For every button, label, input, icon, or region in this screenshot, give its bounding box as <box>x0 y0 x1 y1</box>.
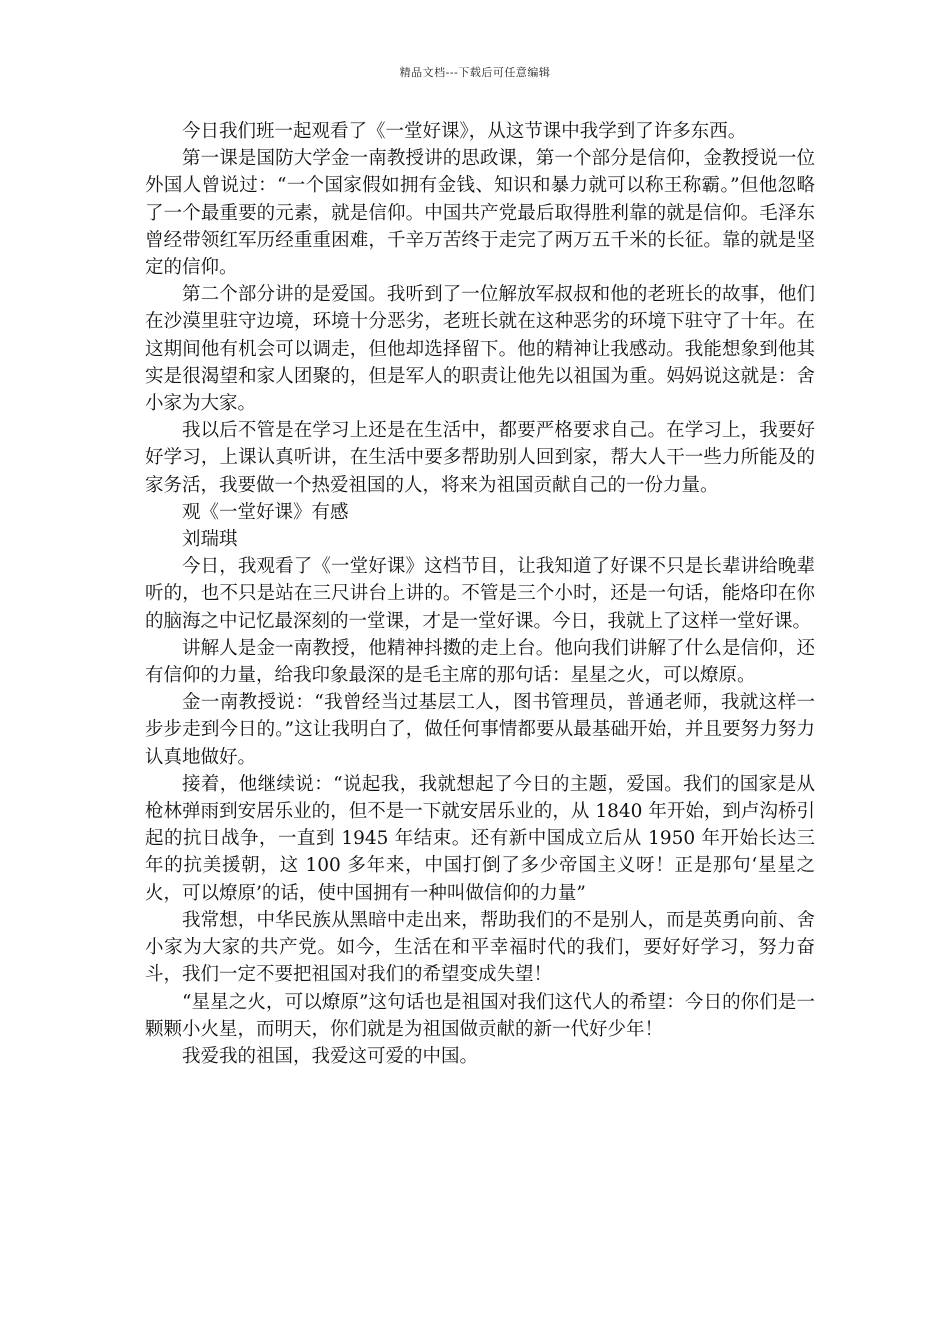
page-header: 精品文档---下载后可任意编辑 <box>399 66 551 79</box>
paragraph-intro: 今日我们班一起观看了《一堂好课》，从这节课中我学到了许多东西。 <box>182 121 747 142</box>
paragraph-belief: 第一课是国防大学金一南教授讲的思政课，第一个部分是信仰，金教授说一位外国人曾说过：“一个国家假如拥有金钱、知识和暴力就可以称王称霸。”但他忽略了一个最重要的元素，就是信仰。中国共产党最后取得胜利靠的就是信仰。毛泽东曾经带领红军历经重重困难，千辛万苦终于走完了两万五千米的长征。靠的就是坚定的信仰。 <box>145 148 815 279</box>
paragraph-reflection: 我常想，中华民族从黑暗中走出来，帮助我们的不是别人，而是英勇向前、舍小家为大家的共产党。如今，生活在和平幸福时代的我们，要好好学习，努力奋斗，我们一定不要把祖国对我们的希望变成失望！ <box>145 909 815 986</box>
paragraph-closing: 我爱我的祖国，我爱这可爱的中国。 <box>182 1045 479 1067</box>
paragraph-history: 接着，他继续说：“说起我，我就想起了今日的主题，爱国。我们的国家是从枪林弹雨到安居乐业的，但不是一下就安居乐业的，从 1840 年开始，到卢沟桥引起的抗日战争，一直到 1945 年结束。还有新中国成立后从 1950 年开始长达三年的抗美援朝，这 100 多年来，中国打倒了多少帝国主义呀！正是那句‘星星之火，可以燎原’的话，使中国拥有一种叫做信仰的力量” <box>145 773 815 904</box>
essay-title: 观《一堂好课》有感 <box>182 501 349 523</box>
paragraph-professor: 讲解人是金一南教授，他精神抖擞的走上台。他向我们讲解了什么是信仰，还有信仰的力量，给我印象最深的是毛主席的那句话：星星之火，可以燎原。 <box>145 637 815 687</box>
paragraph-resolution: 我以后不管是在学习上还是在生活中，都要严格要求自己。在学习上，我要好好学习，上课认真听讲，在生活中要多帮助别人回到家，帮大人干一些力所能及的家务活，我要做一个热爱祖国的人，将来为祖国贡献自己的一份力量。 <box>145 420 815 496</box>
paragraph-quote: 金一南教授说：“我曾经当过基层工人，图书管理员，普通老师，我就这样一步步走到今日的。”这让我明白了，做任何事情都要从最基础开始，并且要努力努力认真地做好。 <box>145 692 815 768</box>
paragraph-patriotism: 第二个部分讲的是爱国。我听到了一位解放军叔叔和他的老班长的故事，他们在沙漠里驻守边境，环境十分恶劣，老班长就在这种恶劣的环境下驻守了十年。在这期间他有机会可以调走，但他却选择留下。他的精神让我感动。我能想象到他其实是很渴望和家人团聚的，但是军人的职责让他先以祖国为重。妈妈说这就是：舍小家为大家。 <box>145 284 815 415</box>
document-body <box>145 118 815 1070</box>
essay-author: 刘瑞琪 <box>182 529 238 551</box>
paragraph-hope: “星星之火，可以燎原”这句话也是祖国对我们这代人的希望：今日的你们是一颗颗小火星，而明天，你们就是为祖国做贡献的新一代好少年！ <box>145 991 815 1040</box>
paragraph-good-lesson: 今日，我观看了《一堂好课》这档节目，让我知道了好课不只是长辈讲给晚辈听的，也不只是站在三尺讲台上讲的。不管是三个小时，还是一句话，能烙印在你的脑海之中记忆最深刻的一堂课，才是一堂好课。今日，我就上了这样一堂好课。 <box>145 556 815 632</box>
